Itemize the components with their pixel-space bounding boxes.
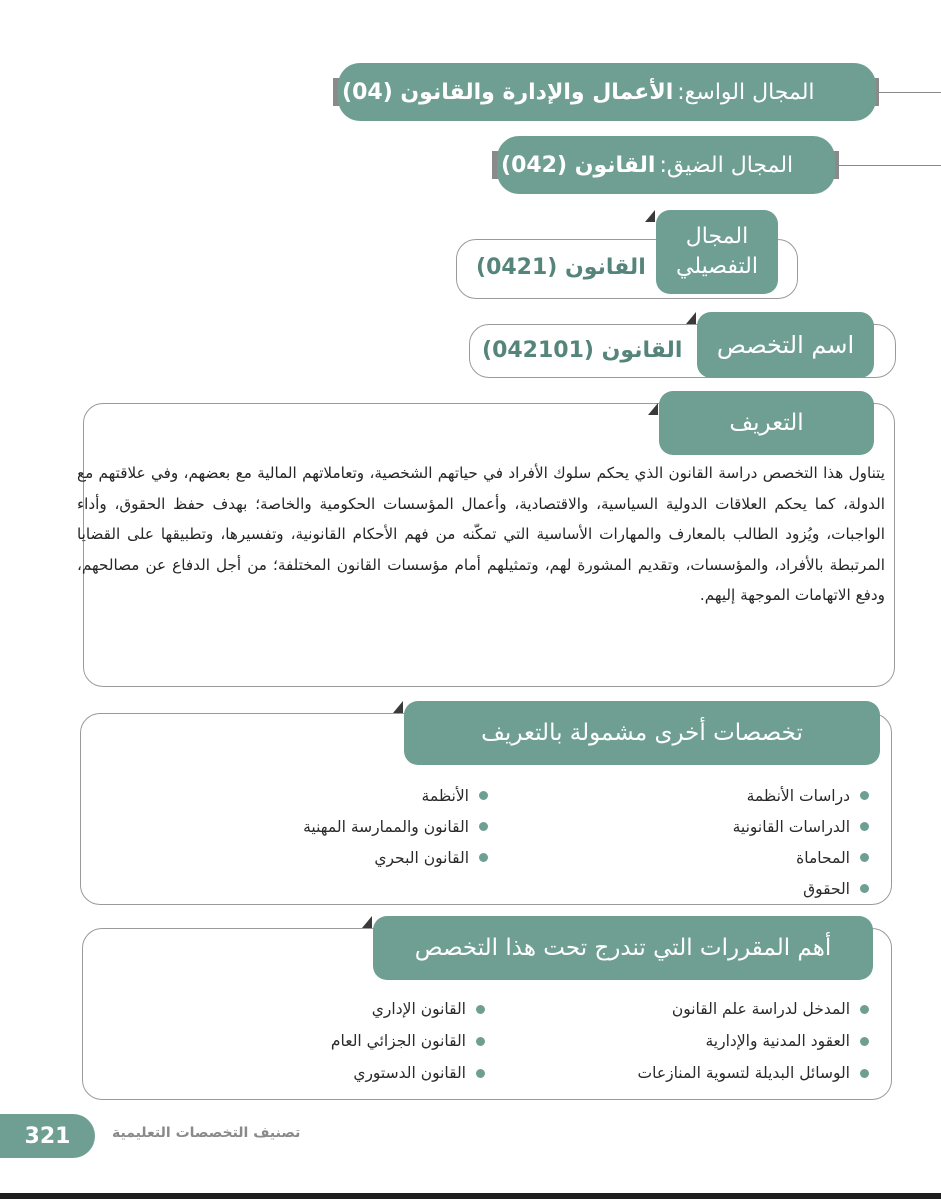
tab-notch	[645, 210, 655, 222]
definition-title: التعريف	[659, 391, 874, 455]
bullet-icon	[860, 822, 869, 831]
bullet-icon	[479, 822, 488, 831]
list-item: القانون الإداري	[331, 993, 485, 1025]
narrow-field-value: القانون (042)	[501, 152, 656, 178]
connector-line	[878, 92, 941, 93]
page-number: 321	[0, 1114, 95, 1158]
list-item: القانون والممارسة المهنية	[303, 811, 488, 842]
list-item: المدخل لدراسة علم القانون	[638, 993, 869, 1025]
list-item: القانون البحري	[303, 842, 488, 873]
list-item: القانون الجزائي العام	[331, 1025, 485, 1057]
broad-field-label: المجال الواسع:	[677, 79, 815, 105]
broad-field-pill	[338, 63, 876, 121]
bullet-icon	[860, 1037, 869, 1046]
courses-left-list	[331, 993, 485, 1089]
specialization-value: القانون (042101)	[482, 338, 683, 363]
bullet-icon	[479, 791, 488, 800]
broad-field-value: الأعمال والإدارة والقانون (04)	[342, 79, 674, 105]
bullet-icon	[860, 1005, 869, 1014]
bullet-icon	[476, 1037, 485, 1046]
narrow-field-pill	[497, 136, 835, 194]
bottom-bar	[0, 1193, 941, 1199]
list-item: المحاماة	[733, 842, 869, 873]
bullet-icon	[860, 884, 869, 893]
detailed-field-tag: المجال التفصيلي	[656, 210, 778, 294]
tab-notch	[362, 916, 372, 928]
bullet-icon	[860, 1069, 869, 1078]
definition-paragraph: يتناول هذا التخصص دراسة القانون الذي يحكم سلوك الأفراد في حياتهم الشخصية، وتعاملاتهم المالية مع بعضهم، وفي علاقتهم مع الدولة، كما يحكم العلاقات الدولية السياسية، والاقتصادية، وأعمال المؤسسات الحكومية والخاصة؛ بهدف حفظ الحقوق، وأداء الواجبات، ويُزود الطالب بالمعارف والمهارات الأساسية التي تمكّنه من فهم الأحكام القانونية، وتفسيرها، وتطبيقها على القضايا المرتبطة بالأفراد، والمؤسسات، وتقديم المشورة لهم، وتمثيلهم أمام مؤسسات القانون المختلفة؛ من أجل الدفاع عن مصالحهم، ودفع الاتهامات الموجهة إليهم.	[77, 464, 885, 605]
list-item: العقود المدنية والإدارية	[638, 1025, 869, 1057]
tab-notch	[648, 403, 658, 415]
list-item: الوسائل البديلة لتسوية المنازعات	[638, 1057, 869, 1089]
list-item: الدراسات القانونية	[733, 811, 869, 842]
specialization-tag: اسم التخصص	[697, 312, 874, 378]
tab-notch	[686, 312, 696, 324]
courses-title: أهم المقررات التي تندرج تحت هذا التخصص	[373, 916, 873, 980]
list-item: الأنظمة	[303, 780, 488, 811]
bullet-icon	[860, 791, 869, 800]
bullet-icon	[860, 853, 869, 862]
narrow-field-label: المجال الضيق:	[659, 152, 794, 178]
bullet-icon	[476, 1069, 485, 1078]
courses-right-list	[638, 993, 869, 1089]
list-item: الحقوق	[733, 873, 869, 904]
detailed-field-value: القانون (0421)	[476, 255, 646, 280]
bullet-icon	[479, 853, 488, 862]
footer-book-title: تصنيف التخصصات التعليمية	[112, 1125, 301, 1141]
tab-notch	[393, 701, 403, 713]
list-item: القانون الدستوري	[331, 1057, 485, 1089]
related-left-list	[303, 780, 488, 873]
bullet-icon	[476, 1005, 485, 1014]
connector-line	[838, 165, 941, 166]
related-title: تخصصات أخرى مشمولة بالتعريف	[404, 701, 880, 765]
list-item: دراسات الأنظمة	[733, 780, 869, 811]
related-right-list	[733, 780, 869, 904]
